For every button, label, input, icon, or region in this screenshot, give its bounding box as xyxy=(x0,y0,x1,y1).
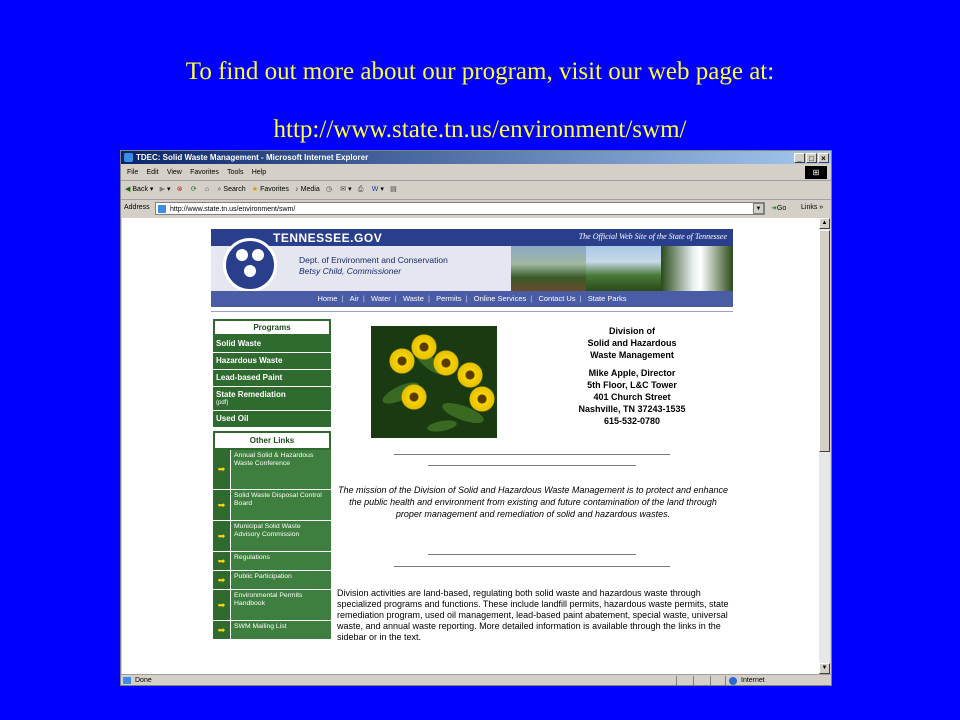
activities-text: Division activities are land-based, regulating both solid waste and hazardous waste through specialized programs and functions. These include landfill permits, hazardous waste permits, state remediation program, used oil management, lead-based paint abatement, special waste, universal waste, and annual waste reporting. More detailed information is available through the links in the sidebar or in the text. xyxy=(337,588,729,642)
scroll-down-icon[interactable]: ▼ xyxy=(819,663,830,674)
landscape-photo-valley xyxy=(586,246,661,291)
sidebar-item-state-remediation[interactable]: State Remediation (pdf) xyxy=(213,387,331,411)
history-button[interactable] xyxy=(326,181,334,199)
nav-online-services[interactable]: Online Services xyxy=(473,294,527,303)
menu-bar xyxy=(121,165,831,181)
list-item[interactable] xyxy=(213,571,331,590)
edit-icon: W xyxy=(371,186,379,193)
phone-number: 615-532-0780 xyxy=(603,416,661,426)
other-link-label: Solid Waste Disposal Control Board xyxy=(231,490,331,520)
programs-heading: Programs xyxy=(213,319,331,336)
tennessee-gov-logo[interactable]: TENNESSEE.GOV xyxy=(273,231,383,245)
menu-view[interactable]: View xyxy=(166,169,182,176)
back-button[interactable]: ◀ Back ▾ xyxy=(125,186,154,193)
other-link-label: SWM Mailing List xyxy=(231,621,331,639)
list-item[interactable] xyxy=(213,521,331,552)
other-link-label: Municipal Solid Waste Advisory Commission xyxy=(231,521,331,551)
home-button[interactable] xyxy=(205,181,211,199)
commissioner-name: Betsy Child, Commissioner xyxy=(299,266,402,276)
other-link-label: Public Participation xyxy=(231,571,331,589)
flower-photo xyxy=(371,326,497,438)
divider xyxy=(676,676,677,685)
nav-permits[interactable]: Permits xyxy=(436,294,462,303)
go-arrow-icon: ➜ xyxy=(771,205,777,212)
division-line: Division of xyxy=(608,326,655,336)
arrow-right-icon: ➡ xyxy=(213,571,231,589)
arrow-right-icon: ➡ xyxy=(213,552,231,570)
title-bar xyxy=(121,151,831,164)
other-link-label: Annual Solid & Hazardous Waste Conference xyxy=(231,450,331,489)
history-icon: ◷ xyxy=(325,186,333,193)
list-item[interactable] xyxy=(213,621,331,640)
other-link-label: Regulations xyxy=(231,552,331,570)
divider xyxy=(428,554,636,555)
mail-icon: ✉ xyxy=(340,186,347,193)
site-banner xyxy=(211,229,733,309)
address-bar xyxy=(121,200,831,218)
address-dropdown-button[interactable]: ▼ xyxy=(753,203,764,214)
nav-air[interactable]: Air xyxy=(349,294,359,303)
security-zone: Internet xyxy=(741,677,765,684)
nav-water[interactable]: Water xyxy=(371,294,391,303)
menu-tools[interactable]: Tools xyxy=(227,169,244,176)
banner-top xyxy=(211,229,733,246)
divider xyxy=(725,676,726,685)
nav-home[interactable]: Home xyxy=(317,294,338,303)
sidebar-item-lead-based-paint[interactable]: Lead-based Paint xyxy=(213,370,331,387)
status-bar xyxy=(121,674,831,686)
page-icon xyxy=(123,677,131,684)
search-button[interactable]: ⌕ Search xyxy=(217,186,246,193)
list-item[interactable] xyxy=(213,490,331,521)
menu-help[interactable]: Help xyxy=(251,169,267,176)
scroll-up-icon[interactable]: ▲ xyxy=(819,218,830,229)
home-icon: ⌂ xyxy=(205,186,210,193)
links-button[interactable]: Links » xyxy=(801,204,824,211)
other-link-label: Environmental Permits Handbook xyxy=(231,590,331,620)
nav-contact-us[interactable]: Contact Us xyxy=(538,294,576,303)
slide-url: http://www.state.tn.us/environment/swm/ xyxy=(273,116,687,143)
print-button[interactable] xyxy=(358,181,366,199)
menu-favorites[interactable]: Favorites xyxy=(190,169,219,176)
site-tagline: The Official Web Site of the State of Tennessee xyxy=(578,232,727,241)
landscape-photo-mountains xyxy=(511,246,586,291)
other-links-heading: Other Links xyxy=(213,431,331,450)
divider xyxy=(710,676,711,685)
browser-window xyxy=(120,150,832,686)
list-item[interactable] xyxy=(213,450,331,490)
site-nav: Home | Air | Water | Waste | Permits | Online Services | Contact Us | State Parks xyxy=(211,291,733,307)
address-line: 401 Church Street xyxy=(593,392,671,402)
menu-file[interactable]: File xyxy=(127,169,139,176)
media-button[interactable]: ♪ Media xyxy=(295,186,320,193)
arrow-right-icon: ➡ xyxy=(213,521,231,551)
sidebar-item-hazardous-waste[interactable]: Hazardous Waste xyxy=(213,353,331,370)
address-label: Address xyxy=(124,204,150,211)
list-item[interactable] xyxy=(213,590,331,621)
page-icon xyxy=(158,205,166,213)
forward-button[interactable]: ▶ ▾ xyxy=(159,186,171,193)
slide-title: To find out more about our program, visit our web page at: xyxy=(185,58,775,85)
refresh-button[interactable] xyxy=(191,181,199,199)
print-icon: ⎙ xyxy=(357,186,364,193)
sidebar-item-solid-waste[interactable]: Solid Waste xyxy=(213,336,331,353)
tennessee-tri-star-icon xyxy=(223,238,277,292)
division-line: Solid and Hazardous xyxy=(587,338,677,348)
divider xyxy=(428,465,636,466)
division-line: Waste Management xyxy=(590,350,674,360)
close-button[interactable]: × xyxy=(818,153,829,163)
address-value: http://www.state.tn.us/environment/swm/ xyxy=(170,206,296,213)
divider xyxy=(693,676,694,685)
discuss-button[interactable] xyxy=(390,181,399,199)
maximize-button[interactable]: □ xyxy=(806,153,817,163)
mission-statement: The mission of the Division of Solid and Hazardous Waste Management is to protect and enhance the public health and environment from existing and future contamination of the land through proper management and remediation of solid and hazardous wastes. xyxy=(337,485,729,519)
ie-icon xyxy=(124,153,133,162)
favorites-button[interactable]: ★ Favorites xyxy=(251,186,289,193)
divider xyxy=(211,311,733,312)
discuss-icon: ▤ xyxy=(390,186,397,193)
toolbar xyxy=(121,181,831,200)
mail-button[interactable]: ✉ ▾ xyxy=(340,186,352,193)
search-icon: ⌕ xyxy=(217,186,222,193)
favorites-icon: ★ xyxy=(251,186,259,193)
address-line: 5th Floor, L&C Tower xyxy=(587,380,677,390)
window-title: TDEC: Solid Waste Management - Microsoft Internet Explorer xyxy=(136,153,369,162)
page-content xyxy=(122,218,819,674)
media-icon: ♪ xyxy=(295,186,299,193)
list-item[interactable] xyxy=(213,552,331,571)
divider xyxy=(394,566,670,567)
back-arrow-icon: ◀ xyxy=(125,186,131,193)
stop-icon: ⊗ xyxy=(176,186,183,193)
divider xyxy=(394,454,670,455)
banner-middle xyxy=(211,246,733,291)
stop-button[interactable] xyxy=(177,181,185,199)
arrow-right-icon: ➡ xyxy=(213,450,231,489)
refresh-icon: ⟳ xyxy=(190,186,197,193)
sidebar-item-used-oil[interactable]: Used Oil xyxy=(213,411,331,428)
arrow-right-icon: ➡ xyxy=(213,590,231,620)
address-line: Nashville, TN 37243-1535 xyxy=(578,404,686,414)
internet-globe-icon xyxy=(729,677,737,685)
arrow-right-icon: ➡ xyxy=(213,621,231,639)
pdf-note: (pdf) xyxy=(216,400,229,406)
minimize-button[interactable]: _ xyxy=(794,153,805,163)
nav-waste[interactable]: Waste xyxy=(402,294,424,303)
nav-state-parks[interactable]: State Parks xyxy=(587,294,627,303)
menu-edit[interactable]: Edit xyxy=(146,169,159,176)
forward-arrow-icon: ▶ xyxy=(159,186,166,193)
address-input[interactable] xyxy=(155,202,765,215)
dept-name: Dept. of Environment and Conservation xyxy=(299,255,448,265)
scroll-thumb[interactable] xyxy=(819,230,830,452)
director-name: Mike Apple, Director xyxy=(588,368,676,378)
go-button[interactable]: ➜Go xyxy=(771,205,787,212)
status-text: Done xyxy=(135,677,152,684)
sidebar xyxy=(213,319,331,640)
landscape-photo-waterfall xyxy=(661,246,733,291)
vertical-scrollbar[interactable] xyxy=(819,218,830,674)
windows-logo-icon: ⊞ xyxy=(805,166,827,179)
division-address-block xyxy=(542,325,722,427)
arrow-right-icon: ➡ xyxy=(213,490,231,520)
edit-button[interactable]: W ▾ xyxy=(371,186,384,193)
